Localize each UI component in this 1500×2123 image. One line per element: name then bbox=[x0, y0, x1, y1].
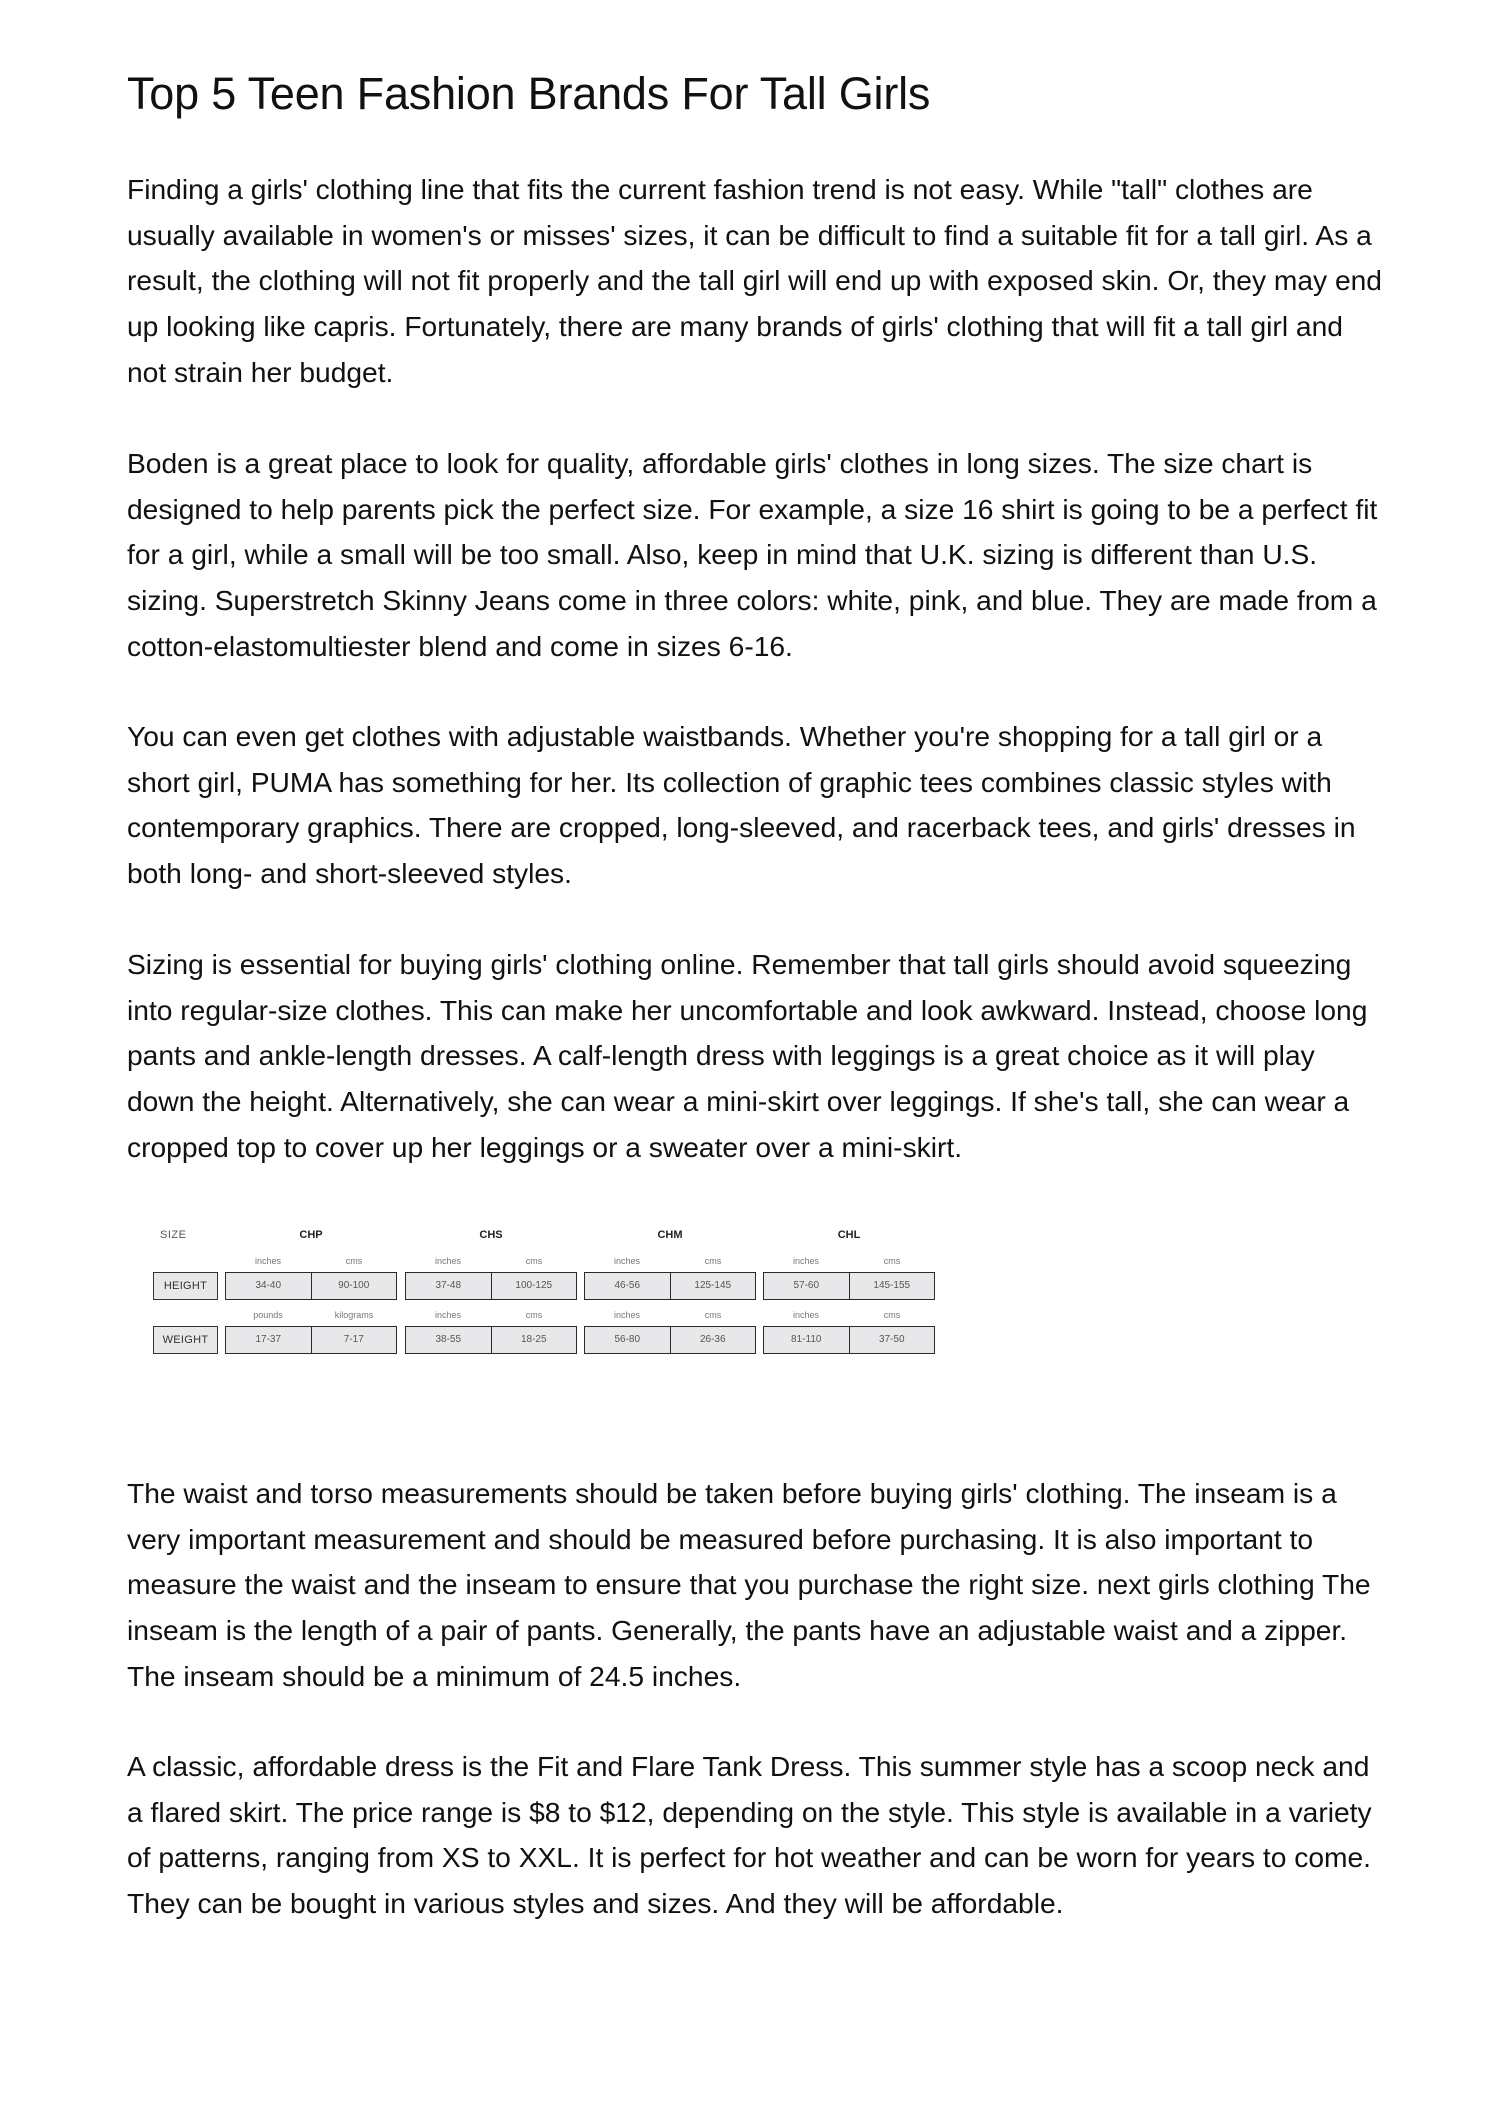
paragraph-intro: Finding a girls' clothing line that fits the current fashion trend is not easy. While "tall" clothes are usually available in women's or misses' sizes, it can be difficult to find a suitable fit for a tall girl. As a result, the clothing will not fit properly and the tall girl will end up with exposed skin. Or, they may end up looking like capris. Fortunately, there are many brands of girls' clothing that will fit a tall girl and not strain her budget. bbox=[127, 173, 1382, 388]
unit-label: cms bbox=[525, 1310, 543, 1320]
weight-cells-chp bbox=[225, 1326, 397, 1354]
height-value: 100-125 bbox=[491, 1273, 577, 1299]
unit-label: cms bbox=[525, 1256, 543, 1266]
height-cells-chm bbox=[584, 1272, 756, 1300]
paragraph-dress: A classic, affordable dress is the Fit and Flare Tank Dress. This summer style has a scoop neck and a flared skirt. The price range is $8 to $12, depending on the style. This style is available in a variety of patterns, ranging from XS to XXL. It is perfect for hot weather and can be worn for years to come. They can be bought in various styles and sizes. And they will be affordable. bbox=[127, 1750, 1372, 1920]
unit-label: inches bbox=[613, 1256, 640, 1266]
weight-row-label: WEIGHT bbox=[153, 1326, 218, 1354]
weight-value: 26-36 bbox=[670, 1327, 756, 1353]
weight-value: 7-17 bbox=[311, 1327, 397, 1353]
paragraph-measurements: The waist and torso measurements should be taken before buying girls' clothing. The inseam is a very important measurement and should be measured before purchasing. It is also important to measure the waist and the inseam to ensure that you purchase the right size. next girls clothing The inseam is the length of a pair of pants. Generally, the pants have an adjustable waist and a zipper. The inseam should be a minimum of 24.5 inches. bbox=[127, 1477, 1371, 1692]
weight-value: 37-50 bbox=[849, 1327, 935, 1353]
height-cells-chp bbox=[225, 1272, 397, 1300]
paragraph-boden: Boden is a great place to look for quality, affordable girls' clothes in long sizes. The size chart is designed to help parents pick the perfect size. For example, a size 16 shirt is going to be a perfect fit for a girl, while a small will be too small. Also, keep in mind that U.K. sizing is different than U.S. sizing. Superstretch Skinny Jeans come in three colors: white, pink, and blue. They are made from a cotton-elastomultiester blend and come in sizes 6-16. bbox=[127, 447, 1378, 662]
group-label-chm: CHM bbox=[657, 1229, 683, 1241]
size-chart-image bbox=[150, 1228, 950, 1368]
unit-label: kilograms bbox=[334, 1310, 374, 1320]
weight-value: 18-25 bbox=[491, 1327, 577, 1353]
paragraph-puma: You can even get clothes with adjustable waistbands. Whether you're shopping for a tall girl or a short girl, PUMA has something for her. Its collection of graphic tees combines classic styles with contemporary graphics. There are cropped, long-sleeved, and racerback tees, and girls' dresses in both long- and short-sleeved styles. bbox=[127, 720, 1356, 890]
weight-value: 38-55 bbox=[435, 1334, 462, 1345]
weight-value: 56-80 bbox=[614, 1334, 641, 1345]
weight-value: 81-110 bbox=[791, 1334, 822, 1345]
height-row-label: HEIGHT bbox=[153, 1272, 218, 1300]
group-label-chs: CHS bbox=[479, 1229, 503, 1241]
height-value: 46-56 bbox=[614, 1280, 641, 1291]
height-value: 90-100 bbox=[311, 1273, 397, 1299]
height-cells-chl bbox=[763, 1272, 935, 1300]
height-value: 57-60 bbox=[793, 1280, 820, 1291]
height-value: 125-145 bbox=[670, 1273, 756, 1299]
unit-label: inches bbox=[792, 1256, 819, 1266]
height-cells-chs bbox=[405, 1272, 577, 1300]
unit-label: inches bbox=[434, 1256, 461, 1266]
group-label-chl: CHL bbox=[837, 1229, 861, 1241]
unit-label: cms bbox=[704, 1310, 722, 1320]
weight-cells-chm bbox=[584, 1326, 756, 1354]
unit-label: inches bbox=[613, 1310, 640, 1320]
size-label: SIZE bbox=[160, 1229, 187, 1241]
group-label-chp: CHP bbox=[299, 1229, 323, 1241]
unit-label: inches bbox=[434, 1310, 461, 1320]
height-value: 145-155 bbox=[849, 1273, 935, 1299]
unit-label: cms bbox=[345, 1256, 363, 1266]
weight-value: 17-37 bbox=[255, 1334, 282, 1345]
unit-label: cms bbox=[883, 1310, 901, 1320]
weight-cells-chl bbox=[763, 1326, 935, 1354]
height-value: 37-48 bbox=[435, 1280, 462, 1291]
paragraph-sizing: Sizing is essential for buying girls' clothing online. Remember that tall girls should avoid squeezing into regular-size clothes. This can make her uncomfortable and look awkward. Instead, choose long pants and ankle-length dresses. A calf-length dress with leggings is a great choice as it will play down the height. Alternatively, she can wear a mini-skirt over leggings. If she's tall, she can wear a cropped top to cover up her leggings or a sweater over a mini-skirt. bbox=[127, 948, 1368, 1163]
weight-cells-chs bbox=[405, 1326, 577, 1354]
unit-label: pounds bbox=[253, 1310, 283, 1320]
height-value: 34-40 bbox=[255, 1280, 282, 1291]
unit-label: cms bbox=[883, 1256, 901, 1266]
unit-label: inches bbox=[792, 1310, 819, 1320]
unit-label: cms bbox=[704, 1256, 722, 1266]
article-title: Top 5 Teen Fashion Brands For Tall Girls bbox=[127, 68, 931, 119]
unit-label: inches bbox=[254, 1256, 281, 1266]
